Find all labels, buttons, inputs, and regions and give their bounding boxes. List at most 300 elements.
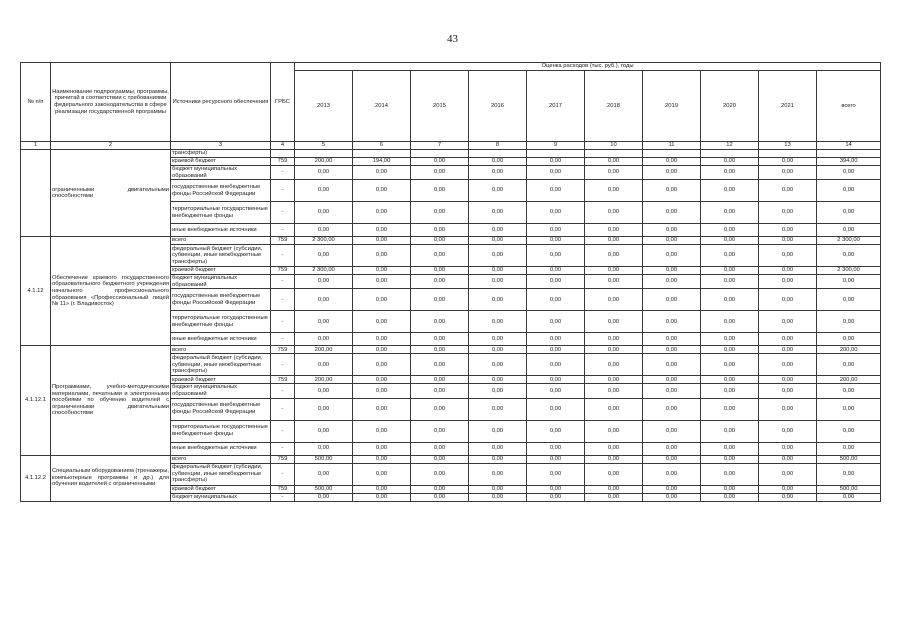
expense-value: 0,00	[527, 354, 585, 376]
expense-value: 0,00	[353, 398, 411, 420]
expense-value: 0,00	[527, 398, 585, 420]
expense-value: 0,00	[585, 158, 643, 166]
expense-value: 0,00	[411, 333, 469, 346]
expense-value: 0,00	[411, 180, 469, 202]
funding-source: государственные внебюджетные фонды Российской Федерации	[171, 289, 271, 311]
column-index: 10	[585, 142, 643, 150]
item-number: 4.1.12.1	[21, 346, 51, 455]
expense-value: 0,00	[353, 455, 411, 463]
expense-value: 0,00	[759, 493, 817, 501]
expense-value: 0,00	[759, 180, 817, 202]
header-expense-estimate: Оценка расходов (тыс. руб.), годы	[295, 63, 881, 71]
header-year: 2015	[411, 71, 469, 142]
expense-value: 0,00	[817, 384, 881, 398]
column-index: 14	[817, 142, 881, 150]
expense-value	[701, 150, 759, 158]
expense-value: 0,00	[411, 158, 469, 166]
grbs-code: -	[271, 202, 295, 224]
expense-value: 0,00	[411, 275, 469, 289]
expense-value: 0,00	[353, 224, 411, 237]
expense-value: 0,00	[585, 384, 643, 398]
expense-value: 0,00	[701, 202, 759, 224]
expense-value: 0,00	[469, 166, 527, 180]
expense-value: 0,00	[759, 166, 817, 180]
grbs-code: 759	[271, 158, 295, 166]
item-number: 4.1.12.2	[21, 455, 51, 501]
expense-value: 0,00	[411, 346, 469, 354]
expense-value: 394,00	[817, 158, 881, 166]
expense-value: 0,00	[353, 202, 411, 224]
expense-value: 0,00	[701, 442, 759, 455]
expense-value: 0,00	[353, 354, 411, 376]
expense-value: 0,00	[759, 245, 817, 267]
expense-value: 0,00	[353, 245, 411, 267]
expense-value: 2 300,00	[295, 267, 353, 275]
column-index: 7	[411, 142, 469, 150]
expense-value: 0,00	[527, 224, 585, 237]
column-index: 5	[295, 142, 353, 150]
expense-value: 0,00	[585, 376, 643, 384]
expense-value: 2 300,00	[295, 237, 353, 245]
grbs-code: -	[271, 275, 295, 289]
expense-value: 0,00	[701, 311, 759, 333]
expense-value: 0,00	[527, 267, 585, 275]
expense-value: 0,00	[353, 289, 411, 311]
item-name: Обеспечение краевого государственного образовательного бюджетного учреждения начального профессионального образования «Профессиональный лицей № 11» (г. Владивосток)	[51, 237, 171, 346]
grbs-code: -	[271, 442, 295, 455]
expense-value: 200,00	[295, 376, 353, 384]
expense-value: 0,00	[643, 346, 701, 354]
expense-value: 0,00	[701, 237, 759, 245]
expense-value: 0,00	[469, 442, 527, 455]
grbs-code	[271, 150, 295, 158]
expense-value: 0,00	[759, 267, 817, 275]
expense-value: 0,00	[411, 398, 469, 420]
expense-value: 0,00	[817, 398, 881, 420]
expense-value: 0,00	[469, 158, 527, 166]
column-index: 3	[171, 142, 271, 150]
expense-value: 0,00	[469, 493, 527, 501]
expense-value: 0,00	[701, 166, 759, 180]
expense-value: 0,00	[295, 463, 353, 485]
expense-value: 0,00	[527, 289, 585, 311]
expense-value: 0,00	[585, 333, 643, 346]
header-num: № п/п	[21, 63, 51, 142]
expense-value: 0,00	[643, 289, 701, 311]
expense-value: 0,00	[817, 166, 881, 180]
expense-value: 0,00	[585, 442, 643, 455]
expense-value: 0,00	[759, 485, 817, 493]
expense-value: 0,00	[643, 166, 701, 180]
expense-value: 0,00	[817, 180, 881, 202]
expense-value: 0,00	[701, 398, 759, 420]
grbs-code: -	[271, 289, 295, 311]
expense-value: 0,00	[527, 485, 585, 493]
grbs-code: 759	[271, 267, 295, 275]
expense-value: 0,00	[527, 245, 585, 267]
header-year: 2017	[527, 71, 585, 142]
grbs-code: 759	[271, 455, 295, 463]
expense-value: 0,00	[411, 485, 469, 493]
table-row	[21, 150, 881, 158]
header-year: 2014	[353, 71, 411, 142]
expense-value: 0,00	[469, 245, 527, 267]
expense-value: 0,00	[643, 333, 701, 346]
grbs-code: -	[271, 354, 295, 376]
expense-value	[353, 150, 411, 158]
column-index: 13	[759, 142, 817, 150]
expense-value: 0,00	[643, 354, 701, 376]
expense-value: 0,00	[759, 420, 817, 442]
expense-value: 0,00	[527, 158, 585, 166]
expense-value: 0,00	[701, 485, 759, 493]
funding-source: бюджет муниципальных образований	[171, 166, 271, 180]
expense-value: 0,00	[527, 376, 585, 384]
expense-value: 0,00	[643, 442, 701, 455]
expense-value: 0,00	[411, 311, 469, 333]
item-name: Специальным оборудованием (тренажеры, компьютерные программы и др.) для обучения водителей с ограниченными	[51, 455, 171, 501]
expense-value: 0,00	[643, 455, 701, 463]
grbs-code: -	[271, 493, 295, 501]
expense-value: 0,00	[527, 420, 585, 442]
expense-value: 0,00	[469, 346, 527, 354]
item-name: ограниченными двигательными способностями	[51, 150, 171, 237]
expense-value: 500,00	[295, 455, 353, 463]
expense-value: 0,00	[353, 275, 411, 289]
expense-value: 0,00	[411, 224, 469, 237]
expense-value: 0,00	[643, 158, 701, 166]
expense-value: 0,00	[585, 180, 643, 202]
expense-value: 0,00	[759, 398, 817, 420]
expense-value: 0,00	[469, 237, 527, 245]
expense-value: 0,00	[295, 275, 353, 289]
expense-value: 0,00	[411, 455, 469, 463]
expense-value: 0,00	[411, 354, 469, 376]
expense-value: 0,00	[295, 398, 353, 420]
expense-value: 0,00	[585, 485, 643, 493]
expense-value: 0,00	[643, 224, 701, 237]
grbs-code: -	[271, 245, 295, 267]
expense-value: 0,00	[353, 237, 411, 245]
grbs-code: 759	[271, 376, 295, 384]
expense-value: 0,00	[817, 311, 881, 333]
expense-value: 0,00	[759, 333, 817, 346]
expense-value: 0,00	[527, 237, 585, 245]
expense-value: 0,00	[817, 275, 881, 289]
grbs-code: 759	[271, 485, 295, 493]
expense-value: 0,00	[469, 275, 527, 289]
expense-value: 0,00	[817, 493, 881, 501]
expense-value: 0,00	[585, 275, 643, 289]
expense-value: 0,00	[295, 384, 353, 398]
grbs-code: -	[271, 311, 295, 333]
expense-value: 0,00	[701, 333, 759, 346]
expense-value: 0,00	[353, 267, 411, 275]
expense-value: 0,00	[643, 180, 701, 202]
expense-value: 0,00	[585, 224, 643, 237]
grbs-code: -	[271, 333, 295, 346]
expense-value: 500,00	[817, 455, 881, 463]
expense-value: 0,00	[411, 289, 469, 311]
expense-value: 0,00	[411, 420, 469, 442]
funding-source: трансферты)	[171, 150, 271, 158]
expense-value: 0,00	[353, 166, 411, 180]
expense-value: 0,00	[411, 237, 469, 245]
expense-value: 0,00	[759, 455, 817, 463]
expense-value: 0,00	[295, 289, 353, 311]
expense-value: 0,00	[585, 166, 643, 180]
expense-value: 0,00	[295, 493, 353, 501]
expense-value: 0,00	[353, 346, 411, 354]
expense-value: 0,00	[411, 267, 469, 275]
expense-value: 0,00	[295, 442, 353, 455]
funding-source: государственные внебюджетные фонды Российской Федерации	[171, 398, 271, 420]
expense-value: 0,00	[643, 485, 701, 493]
column-index: 1	[21, 142, 51, 150]
expense-value: 0,00	[759, 354, 817, 376]
funding-source: иные внебюджетные источники	[171, 333, 271, 346]
expense-value: 0,00	[527, 455, 585, 463]
funding-source: федеральный бюджет (субсидии, субвенции, иные межбюджетные трансферты)	[171, 245, 271, 267]
expense-value: 0,00	[295, 245, 353, 267]
funding-source: всего	[171, 346, 271, 354]
expense-value: 0,00	[701, 289, 759, 311]
funding-source: краевой бюджет	[171, 376, 271, 384]
expense-value: 0,00	[701, 463, 759, 485]
expense-value: 0,00	[353, 180, 411, 202]
expense-value: 0,00	[701, 384, 759, 398]
column-index: 4	[271, 142, 295, 150]
expense-value: 0,00	[817, 354, 881, 376]
funding-source: федеральный бюджет (субсидии, субвенции, иные межбюджетные трансферты)	[171, 463, 271, 485]
expense-value: 0,00	[701, 376, 759, 384]
grbs-code: -	[271, 420, 295, 442]
funding-source: иные внебюджетные источники	[171, 442, 271, 455]
expense-value: 0,00	[527, 180, 585, 202]
expense-value: 0,00	[353, 333, 411, 346]
expense-value: 0,00	[527, 493, 585, 501]
expense-value: 0,00	[469, 420, 527, 442]
funding-source: бюджет муниципальных образований	[171, 275, 271, 289]
expense-value: 0,00	[469, 202, 527, 224]
expense-value: 0,00	[353, 311, 411, 333]
expense-value	[295, 150, 353, 158]
expense-value: 500,00	[295, 485, 353, 493]
expense-value: 0,00	[585, 289, 643, 311]
expense-value: 0,00	[643, 376, 701, 384]
expense-value: 0,00	[295, 180, 353, 202]
expense-value: 200,00	[295, 346, 353, 354]
expense-value: 0,00	[295, 311, 353, 333]
expense-value: 0,00	[701, 180, 759, 202]
column-index: 12	[701, 142, 759, 150]
budget-table	[20, 62, 881, 502]
expense-value: 200,00	[817, 376, 881, 384]
expense-value: 0,00	[585, 245, 643, 267]
page-number: 43	[447, 33, 458, 45]
expense-value: 0,00	[759, 158, 817, 166]
expense-value: 0,00	[701, 346, 759, 354]
header-year: 2018	[585, 71, 643, 142]
expense-value: 0,00	[469, 224, 527, 237]
expense-value: 0,00	[411, 166, 469, 180]
expense-value: 0,00	[701, 455, 759, 463]
expense-value: 0,00	[643, 202, 701, 224]
expense-value: 0,00	[411, 463, 469, 485]
expense-value: 0,00	[817, 289, 881, 311]
expense-value: 0,00	[701, 267, 759, 275]
expense-value: 0,00	[817, 463, 881, 485]
expense-value: 0,00	[469, 311, 527, 333]
expense-value: 0,00	[643, 245, 701, 267]
grbs-code: -	[271, 224, 295, 237]
expense-value: 2 300,00	[817, 237, 881, 245]
expense-value: 0,00	[295, 202, 353, 224]
expense-value: 0,00	[353, 463, 411, 485]
funding-source: бюджет муниципальных	[171, 493, 271, 501]
expense-value	[469, 150, 527, 158]
expense-value: 0,00	[817, 420, 881, 442]
column-index: 8	[469, 142, 527, 150]
expense-value: 0,00	[469, 455, 527, 463]
header-source: Источники ресурсного обеспечения	[171, 63, 271, 142]
expense-value: 0,00	[469, 398, 527, 420]
funding-source: территориальные государственные внебюджетные фонды	[171, 202, 271, 224]
header-year: 2019	[643, 71, 701, 142]
expense-value: 0,00	[469, 333, 527, 346]
expense-value: 0,00	[295, 224, 353, 237]
item-name: Программами, учебно-методическими материалами, печатными и электронными пособиями по обучению водителей с ограниченными двигательными способностями	[51, 346, 171, 455]
expense-value: 2 300,00	[817, 267, 881, 275]
expense-value: 0,00	[759, 442, 817, 455]
expense-value: 200,00	[817, 346, 881, 354]
funding-source: бюджет муниципальных образований	[171, 384, 271, 398]
expense-value: 0,00	[527, 346, 585, 354]
expense-value: 0,00	[759, 346, 817, 354]
expense-value: 0,00	[817, 202, 881, 224]
expense-value: 0,00	[353, 493, 411, 501]
table-row	[21, 346, 881, 354]
table-row	[21, 237, 881, 245]
expense-value: 0,00	[701, 420, 759, 442]
expense-value: 0,00	[411, 245, 469, 267]
expense-value: 194,00	[353, 158, 411, 166]
expense-value: 0,00	[353, 376, 411, 384]
expense-value: 0,00	[759, 289, 817, 311]
header-year: 2013	[295, 71, 353, 142]
expense-value: 0,00	[643, 267, 701, 275]
expense-value: 0,00	[527, 463, 585, 485]
column-index: 9	[527, 142, 585, 150]
expense-value: 0,00	[817, 442, 881, 455]
expense-value: 0,00	[469, 354, 527, 376]
grbs-code: 759	[271, 237, 295, 245]
expense-value: 0,00	[817, 224, 881, 237]
expense-value: 500,00	[817, 485, 881, 493]
expense-value: 0,00	[701, 245, 759, 267]
expense-value: 0,00	[759, 224, 817, 237]
expense-value: 0,00	[585, 354, 643, 376]
expense-value: 0,00	[469, 289, 527, 311]
expense-value: 0,00	[643, 420, 701, 442]
expense-value: 0,00	[469, 485, 527, 493]
funding-source: территориальные государственные внебюджетные фонды	[171, 311, 271, 333]
expense-value: 0,00	[527, 384, 585, 398]
header-name: Наименование подпрограммы, программы, причитай в соответствии с требованиями федерального законодательства в сфере реализации государственной программы	[51, 63, 171, 142]
expense-value: 0,00	[585, 463, 643, 485]
expense-value: 0,00	[585, 346, 643, 354]
expense-value: 0,00	[585, 311, 643, 333]
expense-value: 0,00	[759, 384, 817, 398]
expense-value	[527, 150, 585, 158]
funding-source: всего	[171, 237, 271, 245]
item-number: 4.1.12	[21, 237, 51, 346]
header-year: 2021	[759, 71, 817, 142]
expense-value	[817, 150, 881, 158]
grbs-code: -	[271, 398, 295, 420]
expense-value: 0,00	[527, 333, 585, 346]
expense-value: 0,00	[759, 376, 817, 384]
column-index: 11	[643, 142, 701, 150]
grbs-code: -	[271, 180, 295, 202]
expense-value: 0,00	[469, 384, 527, 398]
expense-value: 200,00	[295, 158, 353, 166]
expense-value: 0,00	[469, 463, 527, 485]
expense-value: 0,00	[585, 202, 643, 224]
expense-value	[759, 150, 817, 158]
expense-value: 0,00	[701, 493, 759, 501]
expense-value: 0,00	[527, 166, 585, 180]
expense-value: 0,00	[643, 384, 701, 398]
funding-source: федеральный бюджет (субсидии, субвенции, иные межбюджетные трансферты)	[171, 354, 271, 376]
expense-value: 0,00	[295, 333, 353, 346]
expense-value: 0,00	[469, 267, 527, 275]
column-index: 2	[51, 142, 171, 150]
funding-source: краевой бюджет	[171, 158, 271, 166]
expense-value: 0,00	[295, 354, 353, 376]
header-year: 2016	[469, 71, 527, 142]
expense-value: 0,00	[527, 311, 585, 333]
grbs-code: 759	[271, 346, 295, 354]
funding-source: иные внебюджетные источники	[171, 224, 271, 237]
expense-value: 0,00	[817, 333, 881, 346]
grbs-code: -	[271, 463, 295, 485]
funding-source: краевой бюджет	[171, 267, 271, 275]
header-year: 2020	[701, 71, 759, 142]
expense-value: 0,00	[411, 384, 469, 398]
grbs-code: -	[271, 384, 295, 398]
expense-value: 0,00	[643, 493, 701, 501]
funding-source: краевой бюджет	[171, 485, 271, 493]
expense-value: 0,00	[643, 398, 701, 420]
expense-value: 0,00	[469, 376, 527, 384]
expense-value: 0,00	[643, 275, 701, 289]
expense-value: 0,00	[643, 463, 701, 485]
expense-value: 0,00	[585, 493, 643, 501]
expense-value: 0,00	[295, 166, 353, 180]
grbs-code: -	[271, 166, 295, 180]
header-grbs: ГРБС	[271, 63, 295, 142]
header-year: всего	[817, 71, 881, 142]
expense-value: 0,00	[527, 202, 585, 224]
expense-value: 0,00	[759, 275, 817, 289]
expense-value: 0,00	[701, 354, 759, 376]
expense-value: 0,00	[411, 493, 469, 501]
expense-value: 0,00	[701, 224, 759, 237]
expense-value: 0,00	[759, 311, 817, 333]
expense-value: 0,00	[353, 420, 411, 442]
expense-value: 0,00	[759, 202, 817, 224]
